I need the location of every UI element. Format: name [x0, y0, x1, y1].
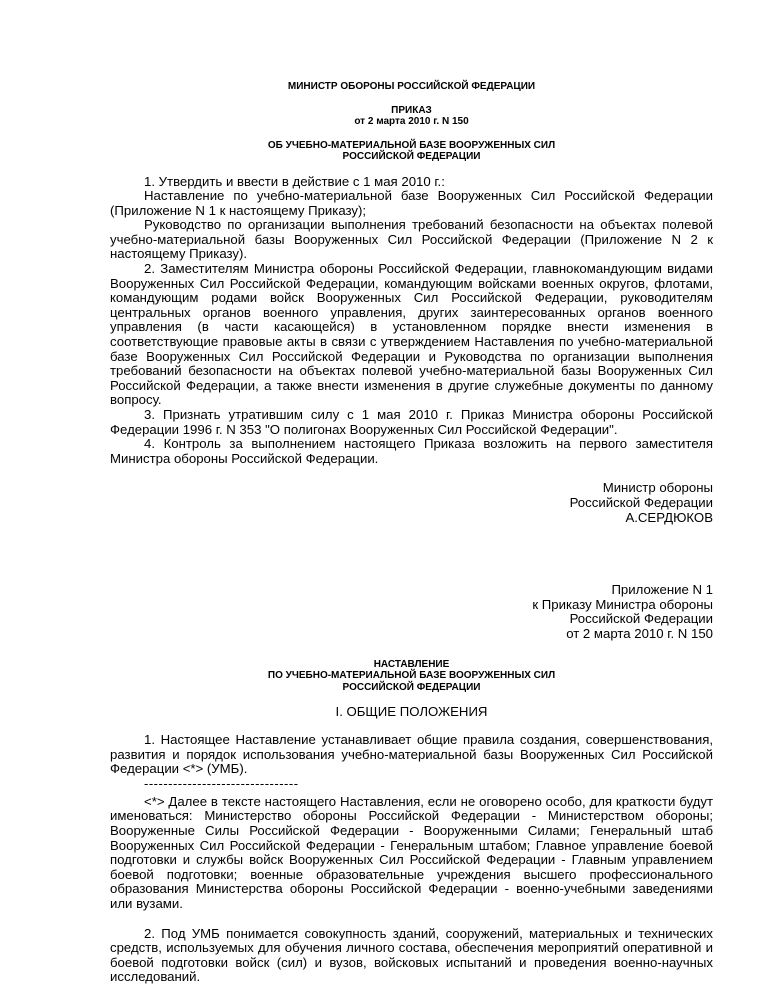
order-paragraph: 1. Утвердить и ввести в действие с 1 мая 2010 г.:: [144, 173, 445, 189]
appendix-ref: к Приказу Министра обороны: [532, 596, 713, 612]
manual-paragraph-1: 1. Настоящее Наставление устанавливает общие правила создания, совершенствования, развития и порядок использования учебно-материальной базы Вооруженных Сил Российской Федерации <*> (УМБ).: [110, 732, 713, 777]
appendix-block: [110, 583, 713, 641]
order-doc-type: ПРИКАЗ: [391, 104, 432, 116]
manual-title-line1: НАСТАВЛЕНИЕ: [373, 658, 450, 670]
manual-paragraph-2: 2. Под УМБ понимается совокупность зданий, сооружений, материальных и технических средств, используемых для обучения личного состава, обеспечения мероприятий оперативной и боевой подготовки войск (сил) и вузов, войсковых испытаний и проведения военно-научных исследований.: [110, 925, 713, 985]
order-paragraph: Наставление по учебно-материальной базе Вооруженных Сил Российской Федерации (Приложение N 1 к настоящему Приказу);: [110, 188, 713, 218]
signature-title: Министр обороны: [602, 480, 713, 496]
manual-title-line2: ПО УЧЕБНО-МАТЕРИАЛЬНОЙ БАЗЕ ВООРУЖЕННЫХ СИЛ: [267, 670, 556, 682]
manual-title-line3: РОССИЙСКОЙ ФЕДЕРАЦИИ: [342, 681, 481, 693]
order-paragraph: 3. Признать утратившим силу с 1 мая 2010 г. Приказ Министра обороны Российской Федерации 1996 г. N 353 "О полигонах Вооруженных Сил Российской Федерации".: [110, 407, 713, 437]
order-title-line2: РОССИЙСКОЙ ФЕДЕРАЦИИ: [342, 151, 481, 162]
section-title: I. ОБЩИЕ ПОЛОЖЕНИЯ: [335, 704, 488, 720]
document-page: [110, 0, 713, 985]
order-paragraph: Руководство по организации выполнения требований безопасности на объектах полевой учебно-материальной базы Вооруженных Сил Российской Федерации (Приложение N 2 к настоящему Приказу).: [110, 217, 713, 262]
appendix-org: Российской Федерации: [569, 611, 713, 627]
order-title-line1: ОБ УЧЕБНО-МАТЕРИАЛЬНОЙ БАЗЕ ВООРУЖЕННЫХ СИЛ: [267, 139, 556, 151]
order-paragraph: 4. Контроль за выполнением настоящего Приказа возложить на первого заместителя Министра обороны Российской Федерации.: [110, 436, 713, 466]
footnote-separator: --------------------------------: [144, 775, 299, 791]
footnote: <*> Далее в тексте настоящего Наставления, если не оговорено особо, для краткости будут именоваться: Министерство обороны Российской Федерации - Министерством обороны; Вооруженные Силы Российской Федерации - Вооруженными Силами; Генеральный штаб Вооруженных Сил Российской Федерации - Генеральным штабом; Главное управление боевой подготовки и службы войск Вооруженных Сил Российской Федерации - Главным управлением боевой подготовки; военные образовательные учреждения высшего профессионального образования Министерства обороны Российской Федерации - военно-учебными заведениями или вузами.: [110, 793, 713, 911]
order-body: [110, 175, 713, 467]
signature-name: А.СЕРДЮКОВ: [625, 509, 713, 525]
appendix-number: Приложение N 1: [611, 582, 713, 598]
order-paragraph: 2. Заместителям Министра обороны Российской Федерации, главнокомандующим видами Вооруженных Сил Российской Федерации, командующим войсками военных округов, флотами, командующим родами войск Вооруженных Сил Российской Федерации, руководителям центральных органов военного управления, других заинтересованных органов военного управления (в части касающейся) в установленном порядке внести изменения в соответствующие правовые акты в связи с утверждением Наставления по учебно-материальной базе Вооруженных Сил Российской Федерации и Руководства по организации выполнения требований безопасности на объектах полевой учебно-материальной базы Вооруженных Сил Российской Федерации, а также внести изменения в другие служебные документы по данному вопросу.: [110, 261, 713, 408]
appendix-date: от 2 марта 2010 г. N 150: [566, 625, 713, 641]
signature-org: Российской Федерации: [569, 494, 713, 510]
order-date-number: от 2 марта 2010 г. N 150: [354, 116, 469, 127]
order-issuer: МИНИСТР ОБОРОНЫ РОССИЙСКОЙ ФЕДЕРАЦИИ: [287, 81, 536, 92]
signature-block: [110, 481, 713, 525]
